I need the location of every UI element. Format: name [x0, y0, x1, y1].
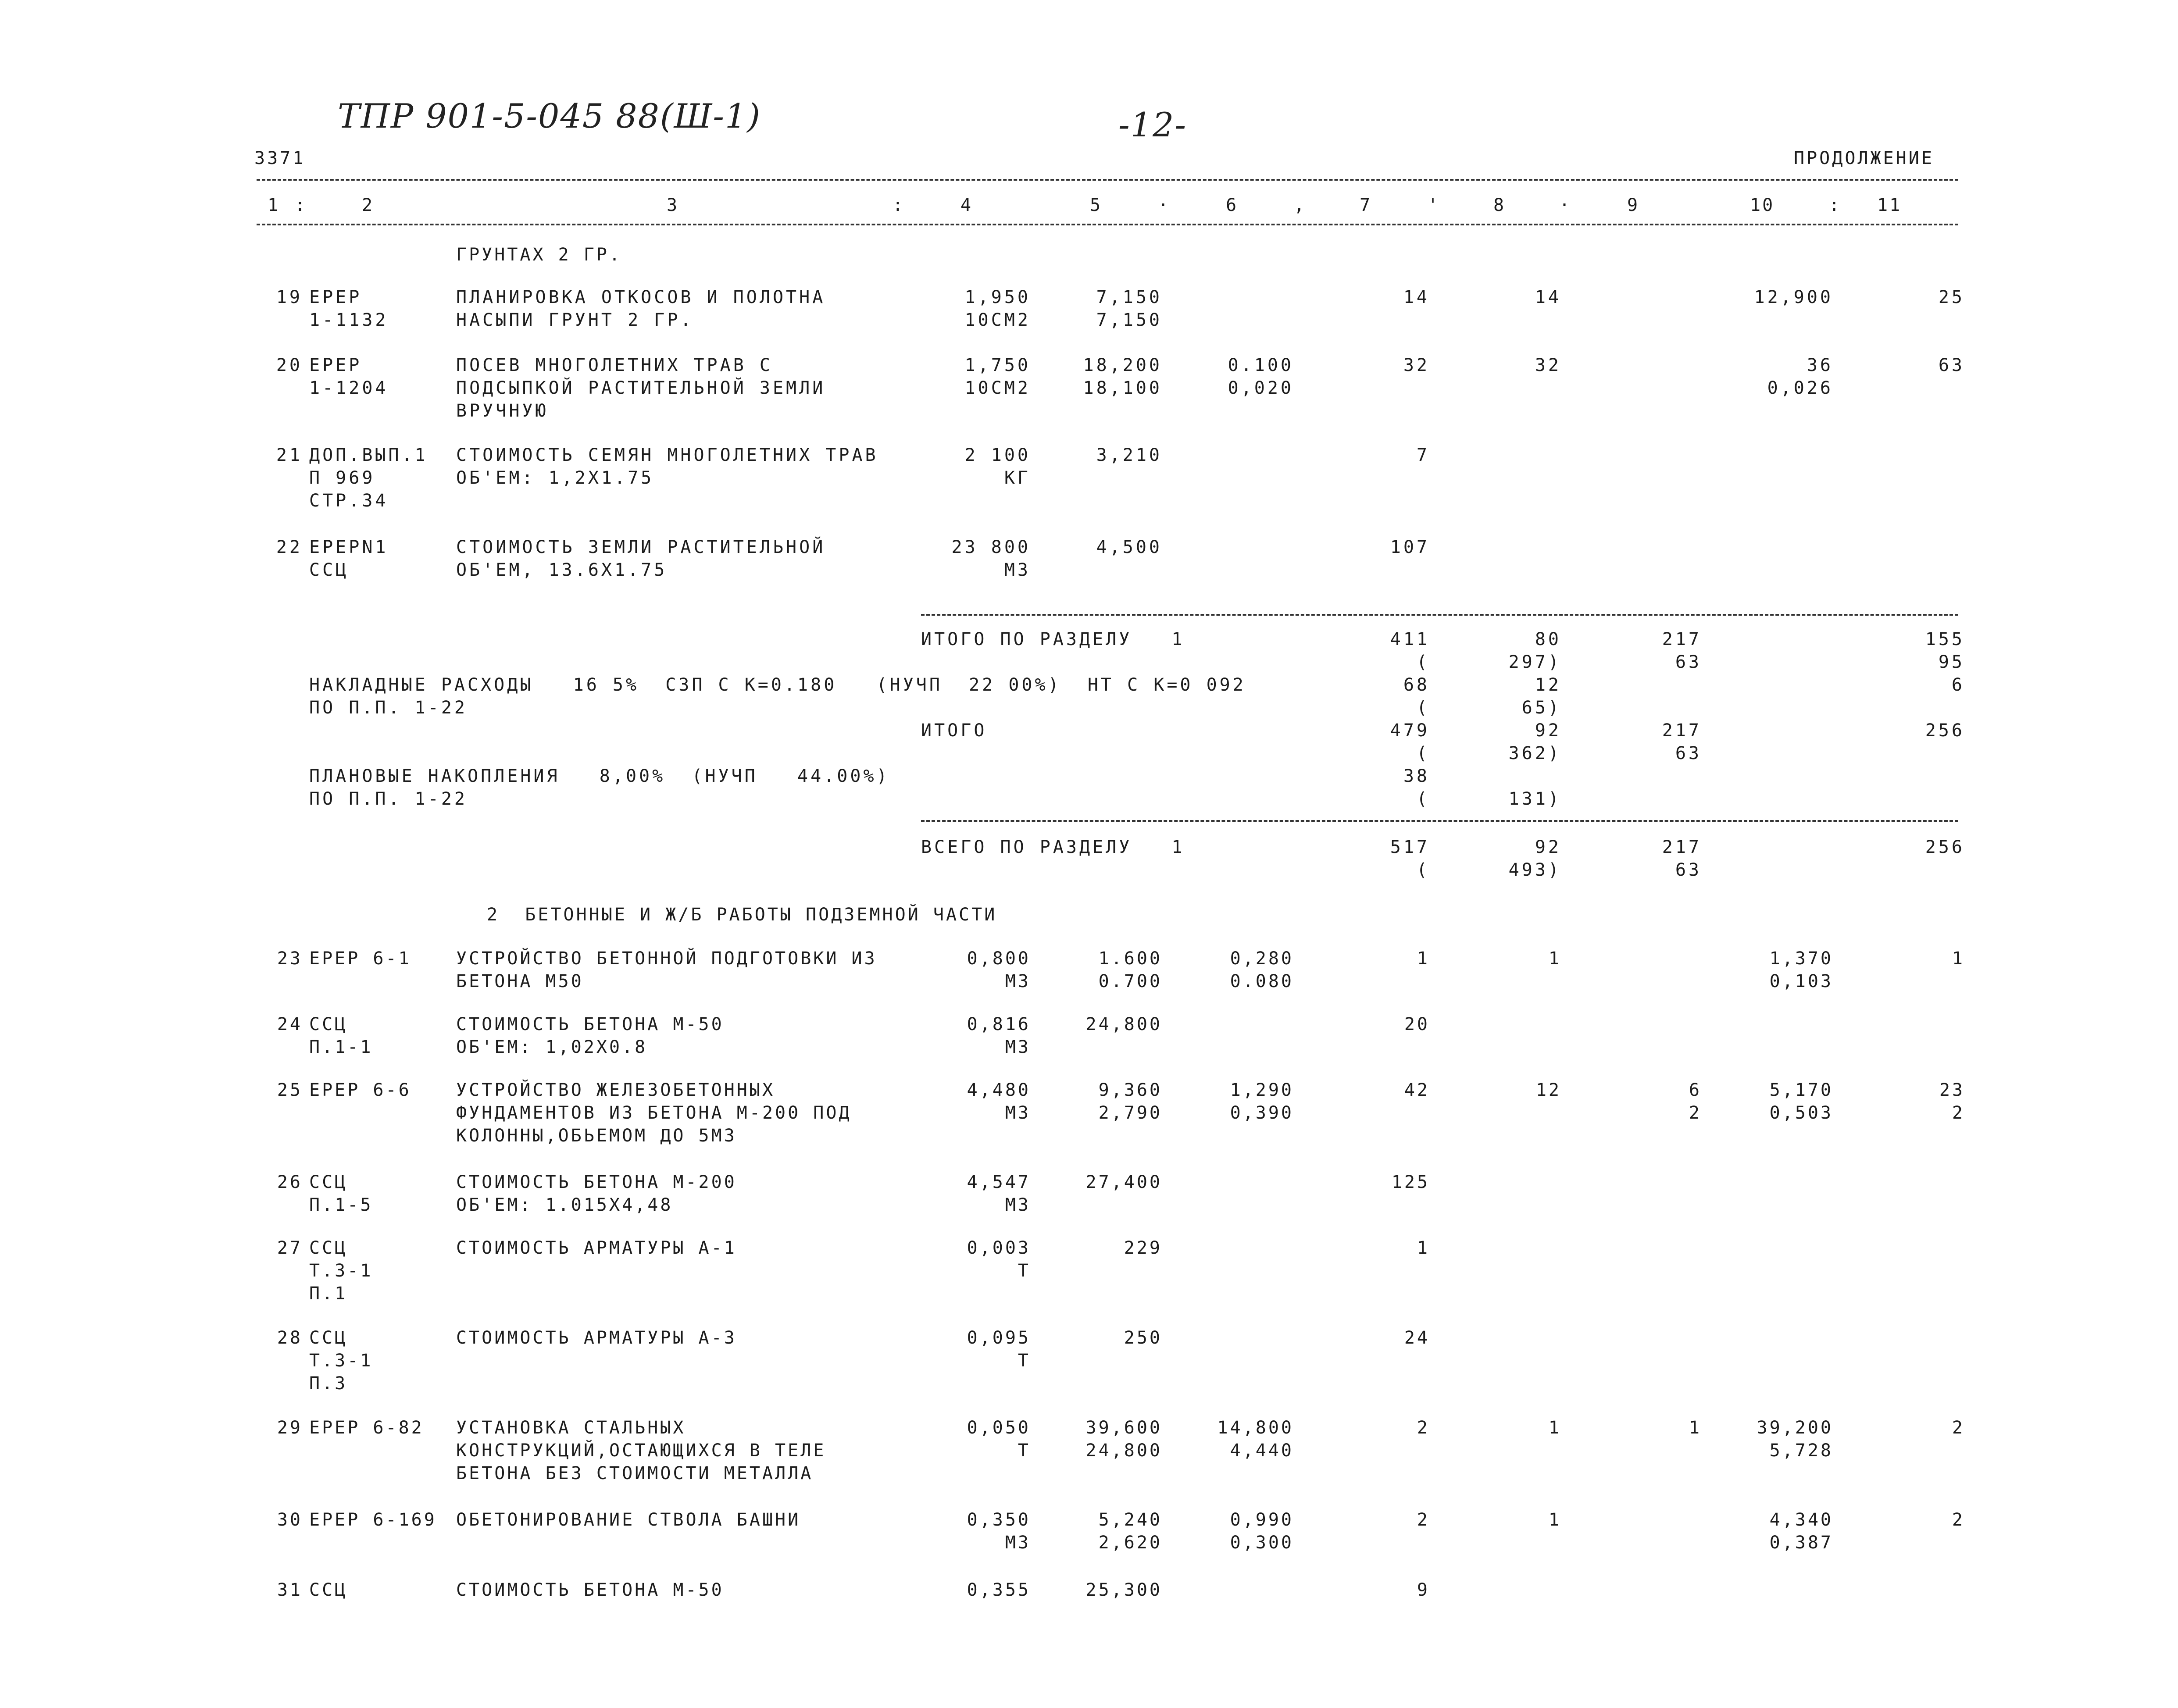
cell-c7: 2: [1417, 1510, 1430, 1530]
rate-code: ЕРЕР: [309, 287, 362, 307]
cell-c4: 0,050: [967, 1418, 1031, 1438]
cell-c6: 0,990: [1230, 1510, 1294, 1530]
cell-c5: 7,150: [1096, 310, 1162, 330]
cell-c6: 0,020: [1228, 378, 1294, 398]
cell-c5: 2,620: [1098, 1533, 1162, 1553]
cell-c4: 10СМ2: [964, 310, 1031, 330]
handwritten-document-code: ТПР 901-5-045 88(Ш-1): [338, 96, 761, 135]
work-description: УСТАНОВКА СТАЛЬНЫХ: [456, 1418, 686, 1438]
cell-c4: 4,480: [967, 1080, 1031, 1100]
cell-c4: Т: [1018, 1261, 1031, 1281]
section-total-c9: 217: [1662, 629, 1702, 649]
rate-code: П.1-5: [309, 1195, 373, 1215]
work-description: СТОИМОСТЬ АРМАТУРЫ А-3: [456, 1328, 737, 1348]
sheet-number: 3371: [254, 148, 306, 168]
cell-c4: М3: [1005, 1103, 1031, 1123]
item-number: 28: [277, 1328, 303, 1348]
cell-c4: 0,800: [967, 948, 1031, 969]
column-separator: :: [1829, 195, 1842, 215]
grand-c8-paren: 493): [1508, 860, 1561, 880]
grand-c7: 517: [1390, 837, 1430, 857]
work-description: ПОСЕВ МНОГОЛЕТНИХ ТРАВ С: [456, 355, 773, 375]
cell-c5: 27,400: [1085, 1172, 1162, 1192]
work-description: ОБЕТОНИРОВАНИЕ СТВОЛА БАШНИ: [456, 1510, 801, 1530]
cell-c4: 23 800: [951, 537, 1031, 557]
cell-c8: 32: [1535, 355, 1561, 375]
cell-c5: 4,500: [1096, 537, 1162, 557]
cell-c10: 0,026: [1767, 378, 1833, 398]
cell-c5: 0.700: [1098, 971, 1162, 991]
header-bottom-rule: [257, 224, 1958, 225]
cell-c7: 14: [1403, 287, 1430, 307]
cell-c4: 1,750: [964, 355, 1031, 375]
section-2-title: 2 БЕТОННЫЕ И Ж/Б РАБОТЫ ПОДЗЕМНОЙ ЧАСТИ: [487, 905, 997, 925]
cell-c4: 0,003: [967, 1238, 1031, 1258]
cell-c5: 250: [1124, 1328, 1162, 1348]
cell-c7: 32: [1403, 355, 1430, 375]
section-total-c8: 80: [1535, 629, 1561, 649]
cell-c11: 2: [1952, 1103, 1965, 1123]
cell-c5: 18,100: [1083, 378, 1162, 398]
rate-code: ЕРЕР 6-169: [309, 1510, 437, 1530]
cell-c4: М3: [1004, 560, 1031, 580]
cell-c5: 25,300: [1085, 1580, 1162, 1600]
cell-c7: 2: [1417, 1418, 1430, 1438]
overhead-c8: 12: [1535, 675, 1561, 695]
section-total-label: ИТОГО ПО РАЗДЕЛУ 1: [921, 629, 1185, 649]
cell-c4: 0,350: [967, 1510, 1031, 1530]
item-number: 21: [276, 445, 303, 465]
cell-c4: М3: [1005, 1195, 1031, 1215]
rate-code: ЕРЕР 6-6: [309, 1080, 411, 1100]
cell-c5: 1.600: [1098, 948, 1162, 969]
item-number: 22: [276, 537, 303, 557]
rate-code: П.1-1: [309, 1037, 373, 1057]
summary-rule: [921, 614, 1958, 616]
overhead-c11: 6: [1951, 675, 1965, 695]
column-number: 11: [1877, 195, 1902, 215]
cell-c8: 1: [1548, 1510, 1561, 1530]
column-separator: ·: [1158, 195, 1171, 215]
profit-c7-paren: (: [1416, 789, 1430, 809]
work-description: УСТРОЙСТВО БЕТОННОЙ ПОДГОТОВКИ ИЗ: [456, 948, 877, 969]
rate-code: 1-1132: [309, 310, 389, 330]
overhead-c7-paren: (: [1416, 698, 1430, 718]
work-description: СТОИМОСТЬ БЕТОНА М-50: [456, 1580, 724, 1600]
cell-c10: 0,103: [1769, 971, 1833, 991]
carry-over-line: ГРУНТАХ 2 ГР.: [456, 245, 622, 265]
rate-code: 1-1204: [309, 378, 389, 398]
column-number: 10: [1750, 195, 1775, 215]
cell-c8: 14: [1535, 287, 1561, 307]
subtotal-c11: 256: [1925, 720, 1965, 741]
cell-c6: 14,800: [1217, 1418, 1294, 1438]
cell-c7: 24: [1404, 1328, 1430, 1348]
column-number: 1: [268, 195, 280, 215]
work-description: СТОИМОСТЬ БЕТОНА М-50: [456, 1014, 724, 1034]
cell-c5: 5,240: [1098, 1510, 1162, 1530]
rate-code: ЕРЕР 6-82: [309, 1418, 424, 1438]
profit-c8-paren: 131): [1508, 789, 1561, 809]
cell-c4: 4,547: [967, 1172, 1031, 1192]
rate-code: П 969: [309, 468, 375, 488]
item-number: 30: [277, 1510, 303, 1530]
planned-profit-text: ПЛАНОВЫЕ НАКОПЛЕНИЯ 8,00% (НУЧП 44.00%): [309, 766, 890, 786]
column-number: 9: [1627, 195, 1640, 215]
cell-c6: 0,390: [1230, 1103, 1294, 1123]
rate-code: ССЦ: [309, 1172, 348, 1192]
cell-c10: 0,387: [1769, 1533, 1833, 1553]
work-description: СТОИМОСТЬ СЕМЯН МНОГОЛЕТНИХ ТРАВ: [456, 445, 878, 465]
profit-c7: 38: [1403, 766, 1430, 786]
cell-c11: 2: [1952, 1510, 1965, 1530]
cell-c4: 0,095: [967, 1328, 1031, 1348]
cell-c5: 39,600: [1085, 1418, 1162, 1438]
cell-c10: 36: [1807, 355, 1833, 375]
grand-c11: 256: [1925, 837, 1965, 857]
work-description: ВРУЧНУЮ: [456, 401, 549, 421]
subtotal-c7: 479: [1390, 720, 1430, 741]
work-description: ОБ'ЕМ, 13.6Х1.75: [456, 560, 668, 580]
subtotal-label: ИТОГО: [921, 720, 987, 741]
work-description: ОБ'ЕМ: 1,2Х1.75: [456, 468, 654, 488]
cell-c7: 20: [1404, 1014, 1430, 1034]
cell-c7: 42: [1404, 1080, 1430, 1100]
column-number: 2: [362, 195, 375, 215]
rate-code: ЕРЕР 6-1: [309, 948, 411, 969]
item-number: 25: [277, 1080, 303, 1100]
work-description: УСТРОЙСТВО ЖЕЛЕЗОБЕТОННЫХ: [456, 1080, 775, 1100]
item-number: 24: [277, 1014, 303, 1034]
grand-c9-sub: 63: [1675, 860, 1702, 880]
cell-c10: 5,728: [1769, 1441, 1833, 1461]
cell-c5: 7,150: [1096, 287, 1162, 307]
item-number: 31: [277, 1580, 303, 1600]
cell-c7: 1: [1417, 1238, 1430, 1258]
item-number: 27: [277, 1238, 303, 1258]
rate-code: СТР.34: [309, 491, 389, 511]
cell-c8: 1: [1548, 1418, 1561, 1438]
work-description: КОЛОННЫ,ОБЬЕМОМ ДО 5М3: [456, 1126, 737, 1146]
grand-c7-paren: (: [1416, 860, 1430, 880]
cell-c4: Т: [1018, 1351, 1031, 1371]
cell-c11: 63: [1938, 355, 1965, 375]
rate-code: ССЦ: [309, 1328, 348, 1348]
cell-c11: 2: [1952, 1418, 1965, 1438]
subtotal-c8-paren: 362): [1508, 743, 1561, 763]
column-number: 6: [1226, 195, 1239, 215]
cell-c7: 107: [1390, 537, 1430, 557]
column-separator: ·: [1559, 195, 1572, 215]
cell-c4: М3: [1005, 971, 1031, 991]
overhead-c7: 68: [1403, 675, 1430, 695]
section-total-c7-paren: (: [1416, 652, 1430, 672]
work-description: СТОИМОСТЬ БЕТОНА М-200: [456, 1172, 737, 1192]
work-description: ПОДСЫПКОЙ РАСТИТЕЛЬНОЙ ЗЕМЛИ: [456, 378, 826, 398]
work-description: СТОИМОСТЬ АРМАТУРЫ А-1: [456, 1238, 737, 1258]
work-description: ОБ'ЕМ: 1.015Х4,48: [456, 1195, 673, 1215]
summary-rule: [921, 820, 1958, 822]
overhead-c8-paren: 65): [1521, 698, 1561, 718]
rate-code: Т.3-1: [309, 1351, 373, 1371]
grand-c8: 92: [1535, 837, 1561, 857]
cell-c10: 1,370: [1769, 948, 1833, 969]
cell-c9: 1: [1689, 1418, 1702, 1438]
cell-c10: 0,503: [1769, 1103, 1833, 1123]
rate-code: П.3: [309, 1373, 348, 1394]
item-number: 20: [276, 355, 303, 375]
rate-code: ССЦ: [309, 1238, 348, 1258]
column-separator: :: [893, 195, 905, 215]
work-description: БЕТОНА М50: [456, 971, 584, 991]
cell-c7: 7: [1416, 445, 1430, 465]
overhead-scope: ПО П.П. 1-22: [309, 698, 468, 718]
rate-code: ССЦ: [309, 1580, 348, 1600]
cell-c6: 1,290: [1230, 1080, 1294, 1100]
item-number: 29: [277, 1418, 303, 1438]
cell-c10: 4,340: [1769, 1510, 1833, 1530]
cell-c10: 39,200: [1757, 1418, 1833, 1438]
cell-c6: 0,300: [1230, 1533, 1294, 1553]
cell-c4: 10СМ2: [964, 378, 1031, 398]
column-number: 3: [667, 195, 679, 215]
cell-c7: 1: [1417, 948, 1430, 969]
cell-c4: 0,816: [967, 1014, 1031, 1034]
cell-c6: 0.080: [1230, 971, 1294, 991]
cell-c7: 125: [1391, 1172, 1430, 1192]
item-number: 26: [277, 1172, 303, 1192]
work-description: ПЛАНИРОВКА ОТКОСОВ И ПОЛОТНА: [456, 287, 826, 307]
item-number: 19: [276, 287, 303, 307]
subtotal-c7-paren: (: [1416, 743, 1430, 763]
section-total-c7: 411: [1390, 629, 1430, 649]
work-description: НАСЫПИ ГРУНТ 2 ГР.: [456, 310, 694, 330]
column-number: 8: [1493, 195, 1506, 215]
cell-c9: 2: [1689, 1103, 1702, 1123]
subtotal-c9-sub: 63: [1675, 743, 1702, 763]
rate-code: ЕРЕР: [309, 355, 362, 375]
cell-c10: 5,170: [1769, 1080, 1833, 1100]
cell-c5: 229: [1124, 1238, 1162, 1258]
overhead-text: НАКЛАДНЫЕ РАСХОДЫ 16 5% СЗП С К=0.180 (НУЧП 22 00%) НТ С К=0 092: [309, 675, 1246, 695]
work-description: ОБ'ЕМ: 1,02Х0.8: [456, 1037, 648, 1057]
cell-c5: 24,800: [1085, 1441, 1162, 1461]
cell-c4: М3: [1005, 1037, 1031, 1057]
rate-code: ДОП.ВЫП.1: [309, 445, 428, 465]
cell-c4: М3: [1005, 1533, 1031, 1553]
section-total-c11: 155: [1925, 629, 1965, 649]
cell-c11: 25: [1938, 287, 1965, 307]
cell-c4: КГ: [1004, 468, 1031, 488]
work-description: КОНСТРУКЦИЙ,ОСТАЮЩИХСЯ В ТЕЛЕ: [456, 1441, 826, 1461]
column-number: 5: [1090, 195, 1103, 215]
rate-code: ССЦ: [309, 560, 349, 580]
cell-c4: 2 100: [964, 445, 1031, 465]
work-description: БЕТОНА БЕЗ СТОИМОСТИ МЕТАЛЛА: [456, 1463, 814, 1483]
continuation-label: ПРОДОЛЖЕНИЕ: [1794, 148, 1934, 168]
cell-c6: 4,440: [1230, 1441, 1294, 1461]
subtotal-c9: 217: [1662, 720, 1702, 741]
rate-code: П.1: [309, 1284, 348, 1304]
cell-c6: 0.100: [1228, 355, 1294, 375]
subtotal-c8: 92: [1535, 720, 1561, 741]
column-separator: ': [1428, 195, 1440, 215]
cell-c5: 3,210: [1096, 445, 1162, 465]
cell-c6: 0,280: [1230, 948, 1294, 969]
section-total-c11-sub: 95: [1938, 652, 1965, 672]
planned-profit-scope: ПО П.П. 1-22: [309, 789, 468, 809]
column-separator: ,: [1294, 195, 1307, 215]
column-number: 4: [960, 195, 973, 215]
item-number: 23: [277, 948, 303, 969]
section-total-c8-paren: 297): [1508, 652, 1561, 672]
cell-c11: 23: [1939, 1080, 1965, 1100]
cell-c11: 1: [1952, 948, 1965, 969]
work-description: ФУНДАМЕНТОВ ИЗ БЕТОНА М-200 ПОД: [456, 1103, 852, 1123]
cell-c8: 12: [1535, 1080, 1561, 1100]
rate-code: ЕРЕРN1: [309, 537, 389, 557]
work-description: СТОИМОСТЬ ЗЕМЛИ РАСТИТЕЛЬНОЙ: [456, 537, 826, 557]
column-number: 7: [1360, 195, 1372, 215]
cell-c5: 9,360: [1098, 1080, 1162, 1100]
cell-c4: 0,355: [967, 1580, 1031, 1600]
rate-code: Т.3-1: [309, 1261, 373, 1281]
grand-c9: 217: [1662, 837, 1702, 857]
cell-c7: 9: [1417, 1580, 1430, 1600]
header-top-rule: [257, 179, 1958, 181]
cell-c8: 1: [1548, 948, 1561, 969]
rate-code: ССЦ: [309, 1014, 348, 1034]
section-total-c9-sub: 63: [1675, 652, 1702, 672]
cell-c5: 2,790: [1098, 1103, 1162, 1123]
cell-c4: 1,950: [964, 287, 1031, 307]
cell-c4: Т: [1018, 1441, 1031, 1461]
handwritten-page-number: -12-: [1118, 105, 1187, 144]
cell-c5: 18,200: [1083, 355, 1162, 375]
cell-c5: 24,800: [1085, 1014, 1162, 1034]
column-separator: :: [295, 195, 307, 215]
cell-c9: 6: [1689, 1080, 1702, 1100]
grand-total-label: ВСЕГО ПО РАЗДЕЛУ 1: [921, 837, 1185, 857]
cell-c10: 12,900: [1754, 287, 1833, 307]
